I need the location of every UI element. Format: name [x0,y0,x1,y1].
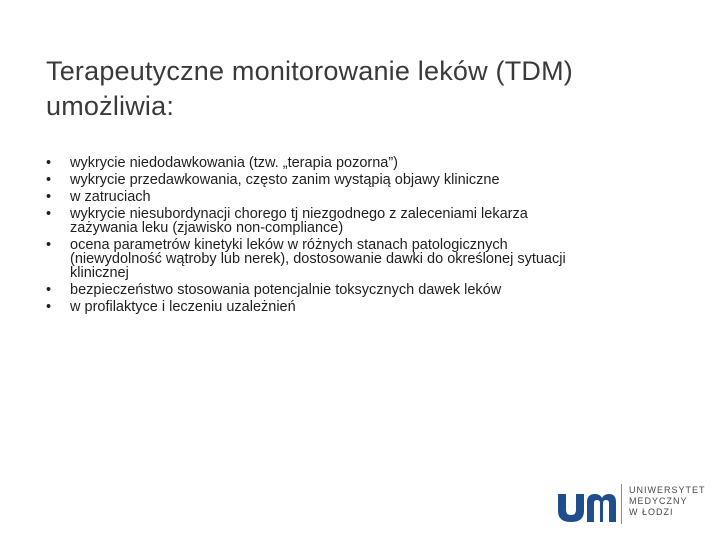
slide-title-line-1: Terapeutyczne monitorowanie leków (TDM) [46,56,573,86]
bullet-text: w profilaktyce i leczeniu uzależnień [70,299,296,315]
bullet-item [46,156,710,170]
bullet-text-line: klinicznej [70,265,129,281]
bullet-icon: • [46,282,52,298]
bullet-text: w zatruciach [70,189,151,205]
slide-title-line-2: umożliwia: [46,91,175,121]
bullet-item [46,300,710,314]
bullet-icon: • [46,155,52,171]
logo-text-line-2: MEDYCZNY [629,496,688,506]
university-logo [556,484,716,524]
bullet-list [46,156,710,317]
bullet-item [46,190,710,204]
bullet-text-line: ocena parametrów kinetyki leków w różnych stanach patologicznych [70,237,508,253]
bullet-item [46,173,710,187]
bullet-text: wykrycie przedawkowania, często zanim wystąpią objawy kliniczne [70,172,500,188]
bullet-text: bezpieczeństwo stosowania potencjalnie toksycznych dawek leków [70,282,502,298]
bullet-icon: • [46,172,52,188]
bullet-icon: • [46,237,52,253]
bullet-item [46,238,710,280]
slide-title [46,54,686,124]
logo-text [629,485,706,518]
bullet-item [46,207,710,235]
um-logo-mark-icon [556,490,616,522]
bullet-text: wykrycie niedodawkowania (tzw. „terapia pozorna”) [70,155,399,171]
bullet-item [46,283,710,297]
logo-divider [621,484,622,524]
logo-text-line-3: W ŁODZI [629,507,674,517]
bullet-icon: • [46,189,52,205]
bullet-text-line: zażywania leku (zjawisko non-compliance) [70,220,344,236]
bullet-icon: • [46,206,52,222]
logo-text-line-1: UNIWERSYTET [629,485,706,495]
bullet-icon: • [46,299,52,315]
bullet-text-line: wykrycie niesubordynacji chorego tj niezgodnego z zaleceniami lekarza [70,206,528,222]
bullet-text-line: (niewydolność wątroby lub nerek), dostosowanie dawki do określonej sytuacji [70,251,566,267]
